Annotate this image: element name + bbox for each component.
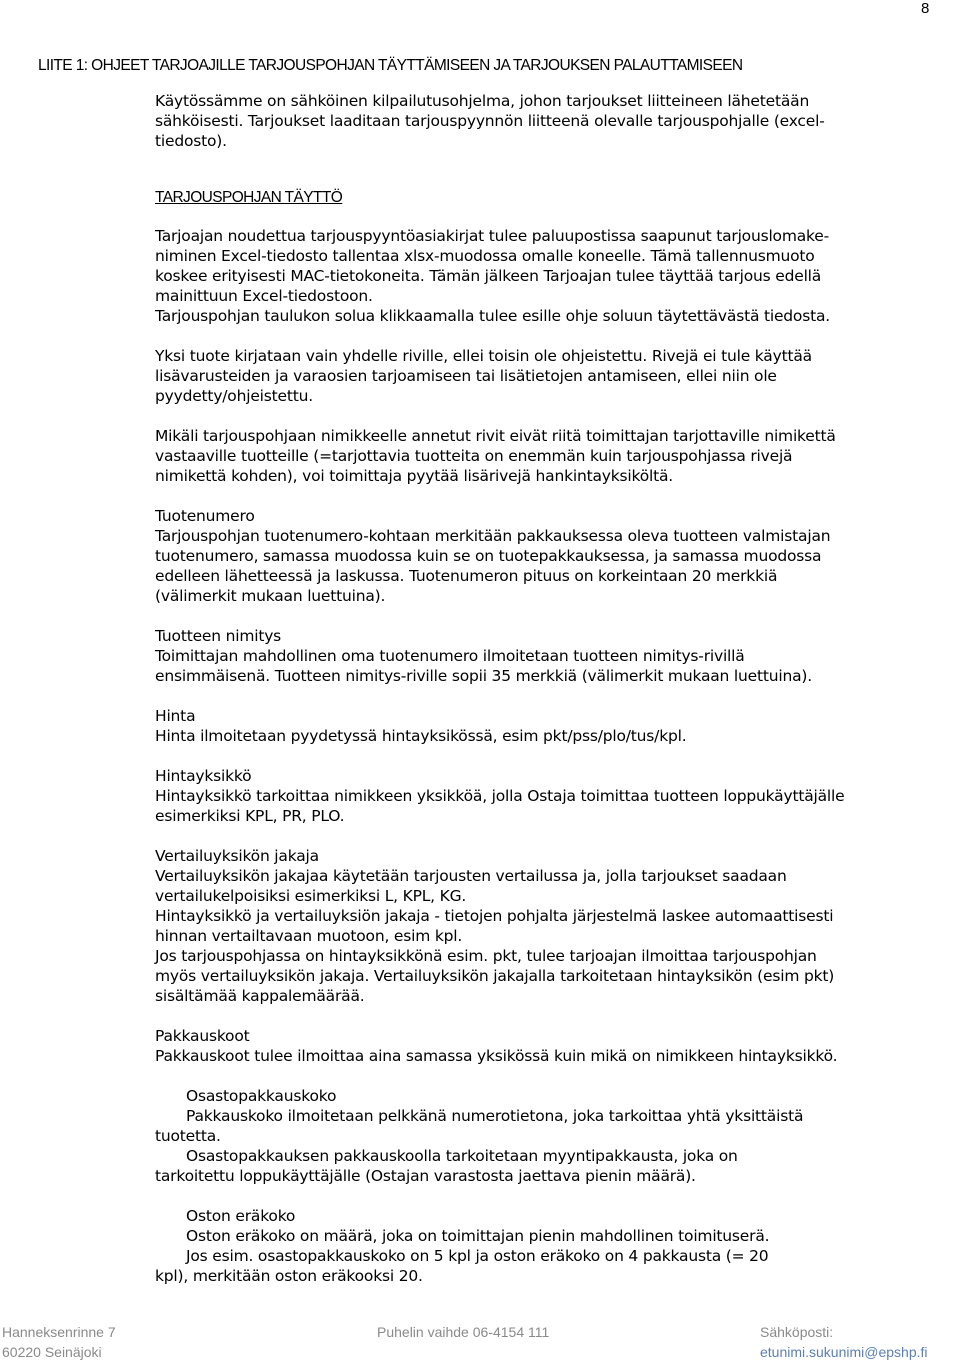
subheading-osastopakkauskoko: Osastopakkauskoko (186, 1087, 337, 1105)
paragraph: Jos esim. osastopakkauskoko on 5 kpl ja oston eräkoko on 4 pakkausta (= 20 kpl), merkitään oston eräkooksi 20. (155, 1247, 769, 1285)
paragraph: Pakkauskoko ilmoitetaan pelkkänä numerotietona, joka tarkoittaa yhtä yksittäistä tuotetta. (155, 1107, 804, 1145)
footer-postal: 60220 Seinäjoki (2, 1344, 102, 1360)
paragraph: Mikäli tarjouspohjaan nimikkeelle annetut rivit eivät riitä toimittajan tarjottaville nimikettä vastaaville tuotteille (=tarjottavia tuotteita on enemmän kuin tarjouspohjassa rivejä nimikettä kohden), voi toimittaja pyytää lisärivejä hankintayksiköltä. (155, 427, 836, 485)
paragraph: Hintayksikkö tarkoittaa nimikkeen yksikköä, jolla Ostaja toimittaa tuotteen loppukäyttäjälle esimerkiksi KPL, PR, PLO. (155, 787, 845, 825)
footer-address (2, 1322, 116, 1362)
footer-phone: Puhelin vaihde 06-4154 111 (377, 1324, 550, 1340)
page-footer (0, 1322, 960, 1362)
subheading-tuotenumero: Tuotenumero (155, 507, 255, 525)
subheading-pakkauskoot: Pakkauskoot (155, 1027, 250, 1045)
footer-email-link[interactable]: etunimi.sukunimi@epshp.fi (760, 1344, 928, 1360)
paragraph: Tarjouspohjan tuotenumero-kohtaan merkitään pakkauksessa oleva tuotteen valmistajan tuotenumero, samassa muodossa kuin se on tuotepakkauksessa, ja samassa muodossa edelleen lähetteessä ja laskussa. Tuotenumeron pituus on korkeintaan 20 merkkiä (välimerkit mukaan luettuina). (155, 527, 831, 605)
intro-paragraph: Käytössämme on sähköinen kilpailutusohjelma, johon tarjoukset liitteineen lähetetään sähköisesti. Tarjoukset laaditaan tarjouspyynnön liitteenä olevalle tarjouspohjalle (excel- tiedosto). (155, 92, 825, 150)
document-body (155, 91, 955, 1286)
paragraph: Tarjoajan noudettua tarjouspyyntöasiakirjat tulee paluupostissa saapunut tarjouslomake- niminen Excel-tiedosto tallentaa xlsx-muodossa omalle koneelle. Tämä tallennusmuoto koskee erityisesti MAC-tietokoneita. Tämän jälkeen Tarjoajan tulee täyttää tarjous edellä mainittuun Excel-tiedostoon. Tarjouspohjan taulukon solua klikkaamalla tulee esille ohje soluun täytettävästä tiedosta. (155, 227, 830, 325)
attachment-title: LIITE 1: OHJEET TARJOAJILLE TARJOUSPOHJAN TÄYTTÄMISEEN JA TARJOUKSEN PALAUTTAMISEEN (38, 57, 743, 74)
paragraph: Vertailuyksikön jakajaa käytetään tarjousten vertailussa ja, jolla tarjoukset saadaan vertailukelpoisiksi esimerkiksi L, KPL, KG. Hintayksikkö ja vertailuyksiön jakaja - tietojen pohjalta järjestelmä laskee automaattisesti hinnan vertailtavaan muotoon, esim kpl. Jos tarjouspohjassa on hintayksikkönä esim. pkt, tulee tarjoajan ilmoittaa tarjouspohjan myös vertailuyksikön jakaja. Vertailuyksikön jakajalla tarkoitetaan hintayksikön (esim pkt) sisältämää kappalemäärää. (155, 867, 835, 1005)
subheading-tuotteen-nimitys: Tuotteen nimitys (155, 627, 282, 645)
subheading-vertailuyksikon-jakaja: Vertailuyksikön jakaja (155, 847, 319, 865)
footer-street: Hanneksenrinne 7 (2, 1324, 116, 1340)
page-number: 8 (921, 0, 930, 17)
subheading-oston-erakoko: Oston eräkoko (186, 1207, 296, 1225)
paragraph: Hinta ilmoitetaan pyydetyssä hintayksikössä, esim pkt/pss/plo/tus/kpl. (155, 727, 687, 745)
paragraph: Oston eräkoko on määrä, joka on toimittajan pienin mahdollinen toimituserä. (186, 1227, 770, 1245)
paragraph: Pakkauskoot tulee ilmoittaa aina samassa yksikössä kuin mikä on nimikkeen hintayksikkö. (155, 1047, 838, 1065)
paragraph: Yksi tuote kirjataan vain yhdelle riville, ellei toisin ole ohjeistettu. Rivejä ei tule käyttää lisävarusteiden ja varaosien tarjoamiseen tai lisätietojen antamiseen, ellei niin ole pyydetty/ohjeistettu. (155, 347, 812, 405)
paragraph: Osastopakkauksen pakkauskoolla tarkoitetaan myyntipakkausta, joka on tarkoitettu loppukäyttäjälle (Ostajan varastosta jaettava pienin määrä). (155, 1147, 738, 1185)
paragraph: Toimittajan mahdollinen oma tuotenumero ilmoitetaan tuotteen nimitys-rivillä ensimmäisenä. Tuotteen nimitys-riville sopii 35 merkkiä (välimerkit mukaan luettuina). (155, 647, 812, 685)
footer-email-block (760, 1322, 928, 1362)
subheading-hinta: Hinta (155, 707, 196, 725)
section-heading: TARJOUSPOHJAN TÄYTTÖ (155, 189, 343, 206)
footer-email-label: Sähköposti: (760, 1324, 834, 1340)
subheading-hintayksikko: Hintayksikkö (155, 767, 252, 785)
